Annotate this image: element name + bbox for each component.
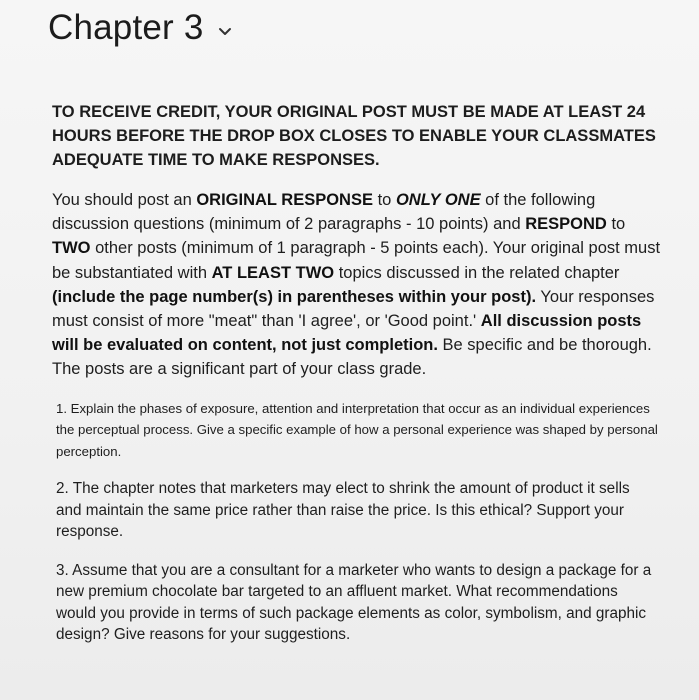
intro-text: Be specific and be thorough. The posts are a significant part of your class grade.	[52, 336, 652, 379]
instructions-paragraph	[52, 188, 662, 382]
credit-warning: TO RECEIVE CREDIT, YOUR ORIGINAL POST MUST BE MADE AT LEAST 24 HOURS BEFORE THE DROP BOX CLOSES TO ENABLE YOUR CLASSMATES ADEQUATE TIME TO MAKE RESPONSES.	[52, 103, 656, 169]
chevron-down-icon[interactable]	[214, 20, 236, 42]
question-3: 3. Assume that you are a consultant for a marketer who wants to design a package for a new premium chocolate bar targeted to an affluent market. What recommendations would you provide in terms of such package elements as color, symbolism, and graphic design? Give reasons for your suggestions.	[56, 561, 652, 644]
intro-text: other posts (minimum of 1 paragraph - 5 points each). Your original post must be substantiated with	[52, 239, 661, 282]
intro-text: Your responses must consist of more "meat" than 'I agree', or 'Good point.'	[52, 287, 655, 331]
intro-emphasis: AT LEAST TWO	[211, 263, 335, 282]
intro-emphasis: RESPOND	[525, 215, 607, 234]
intro-text: of the following discussion questions (minimum of 2 paragraphs - 10 points) and	[52, 191, 596, 234]
intro-text: to	[606, 215, 626, 234]
discussion-content	[52, 100, 662, 646]
intro-emphasis: (include the page number(s) in parentheses within your post).	[52, 287, 537, 306]
intro-text: topics discussed in the related chapter	[334, 263, 620, 282]
intro-text: to	[373, 191, 396, 209]
chapter-header[interactable]	[48, 6, 236, 50]
question-2: 2. The chapter notes that marketers may elect to shrink the amount of product it sells and maintain the same price rather than raise the price. Is this ethical? Support your response.	[56, 480, 630, 541]
intro-emphasis: All discussion posts will be evaluated on content, not just completion.	[52, 312, 642, 355]
intro-text: You should post an	[52, 191, 197, 209]
question-1: 1. Explain the phases of exposure, attention and interpretation that occur as an individual experiences the perceptual process. Give a specific example of how a personal experience was shaped by personal perception.	[56, 400, 658, 459]
page-title: Chapter 3	[48, 8, 204, 47]
intro-emphasis: TWO	[52, 239, 91, 258]
intro-emphasis: ONLY ONE	[395, 191, 481, 209]
intro-emphasis: ORIGINAL RESPONSE	[196, 191, 373, 209]
